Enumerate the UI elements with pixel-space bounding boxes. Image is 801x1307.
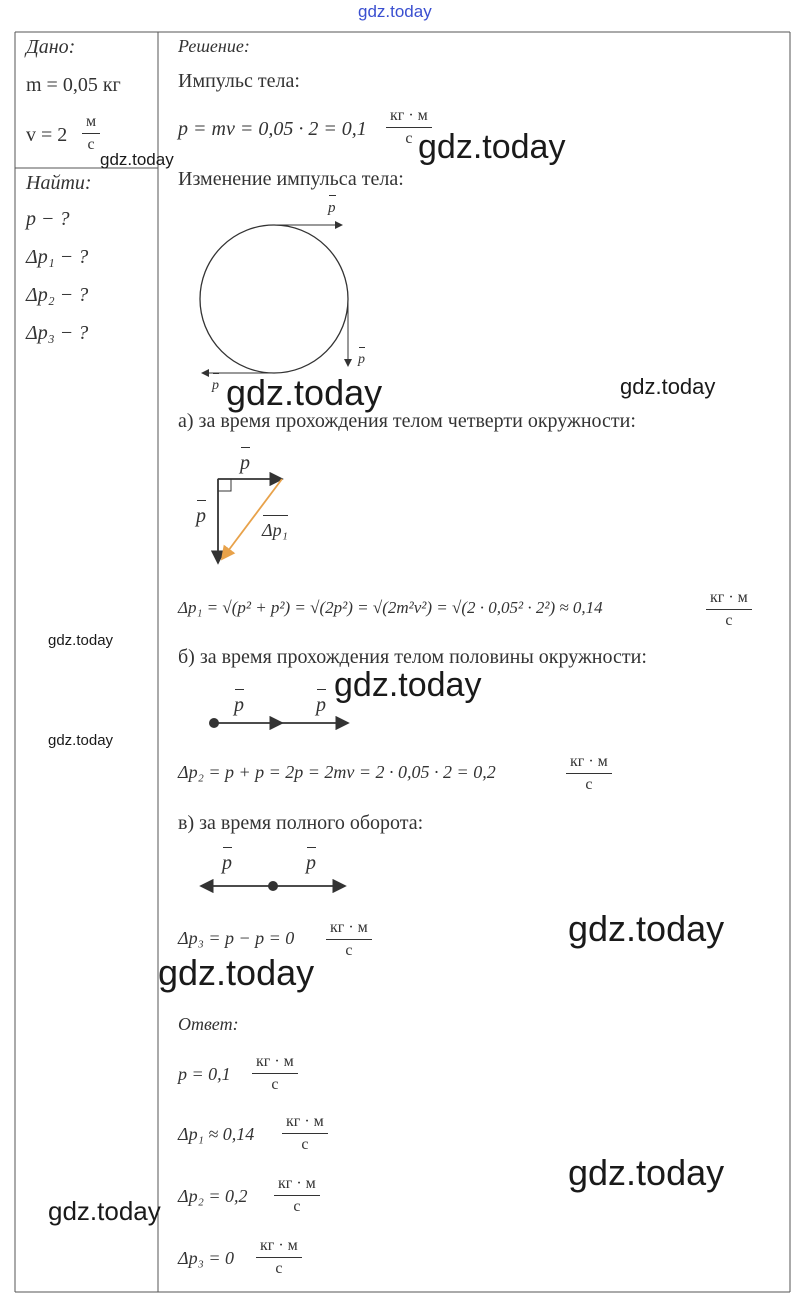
formula-a-unit: кг · м с <box>706 590 752 629</box>
impulse-unit: кг · м с <box>386 108 432 147</box>
label-p-vertical: p <box>196 505 206 527</box>
label-p-c2: p <box>306 852 316 874</box>
answer-line-p: p = 0,1 <box>178 1064 231 1084</box>
half-circle-diagram <box>200 705 360 735</box>
watermark: gdz.today <box>48 732 114 749</box>
answer-unit-dp2: кг · м с <box>274 1176 320 1215</box>
given-velocity: v = 2 <box>26 124 68 146</box>
label-p-right: p <box>358 352 365 367</box>
answer-unit-p: кг · м с <box>252 1054 298 1093</box>
change-heading: Изменение импульса тела: <box>178 168 404 190</box>
header-watermark: gdz.today <box>358 2 432 21</box>
case-a-text: а) за время прохождения телом четверти окружности: <box>178 410 636 432</box>
answer-unit-dp3: кг · м с <box>256 1238 302 1277</box>
label-p-horizontal: p <box>240 452 250 474</box>
watermark: gdz.today <box>48 1196 161 1226</box>
watermark: gdz.today <box>620 374 716 399</box>
case-b-text: б) за время прохождения телом половины окружности: <box>178 646 647 668</box>
watermark: gdz.today <box>158 952 315 993</box>
watermark: gdz.today <box>48 632 114 649</box>
right-angle-mark <box>218 479 231 491</box>
label-p-bottom: p <box>212 378 219 393</box>
find-item-p: p − ? <box>26 208 70 230</box>
case-c-text: в) за время полного оборота: <box>178 812 424 834</box>
watermark: gdz.today <box>568 1152 725 1193</box>
formula-a: Δp₁ = √(p² + p²) = √(2p²) = √(2m²v²) = √(2 · 0,05² · 2²) ≈ 0,14 <box>178 598 603 617</box>
answer-line-dp1: Δp₁ ≈ 0,14 <box>178 1124 255 1144</box>
triangle-diagram <box>190 455 310 585</box>
label-p-c1: p <box>222 852 232 874</box>
formula-b: Δp₂ = p + p = 2p = 2mv = 2 · 0,05 · 2 = 0,2 <box>178 762 496 782</box>
solution-title: Решение: <box>178 36 250 56</box>
answer-line-dp2: Δp₂ = 0,2 <box>178 1186 248 1206</box>
label-delta-p1: Δp₁ <box>262 520 288 540</box>
answer-unit-dp1: кг · м с <box>282 1114 328 1153</box>
answer-line-dp3: Δp₃ = 0 <box>178 1248 234 1268</box>
given-mass: m = 0,05 кг <box>26 74 121 96</box>
label-p-b2: p <box>316 694 326 716</box>
find-title: Найти: <box>26 172 92 194</box>
circle-diagram <box>190 190 370 400</box>
find-item-dp1: Δp₁ − ? <box>26 246 89 268</box>
formula-b-unit: кг · м с <box>566 754 612 793</box>
impulse-heading: Импульс тела: <box>178 70 300 92</box>
watermark: gdz.today <box>226 372 383 413</box>
given-title: Дано: <box>26 36 76 58</box>
formula-c-unit: кг · м с <box>326 920 372 959</box>
find-item-dp3: Δp₃ − ? <box>26 322 89 344</box>
center-point <box>268 881 278 891</box>
velocity-unit: м с <box>82 114 100 153</box>
label-p-b1: p <box>234 694 244 716</box>
watermark: gdz.today <box>568 908 725 949</box>
impulse-formula: p = mv = 0,05 · 2 = 0,1 <box>178 118 367 140</box>
answer-title: Ответ: <box>178 1014 239 1034</box>
trajectory-circle <box>200 225 348 373</box>
watermark: gdz.today <box>100 150 174 169</box>
label-p-top: p <box>328 200 336 216</box>
watermark: gdz.today <box>418 128 566 166</box>
watermark: gdz.today <box>334 666 482 704</box>
formula-c: Δp₃ = p − p = 0 <box>178 928 295 948</box>
find-item-dp2: Δp₂ − ? <box>26 284 89 306</box>
full-circle-diagram <box>195 870 355 900</box>
